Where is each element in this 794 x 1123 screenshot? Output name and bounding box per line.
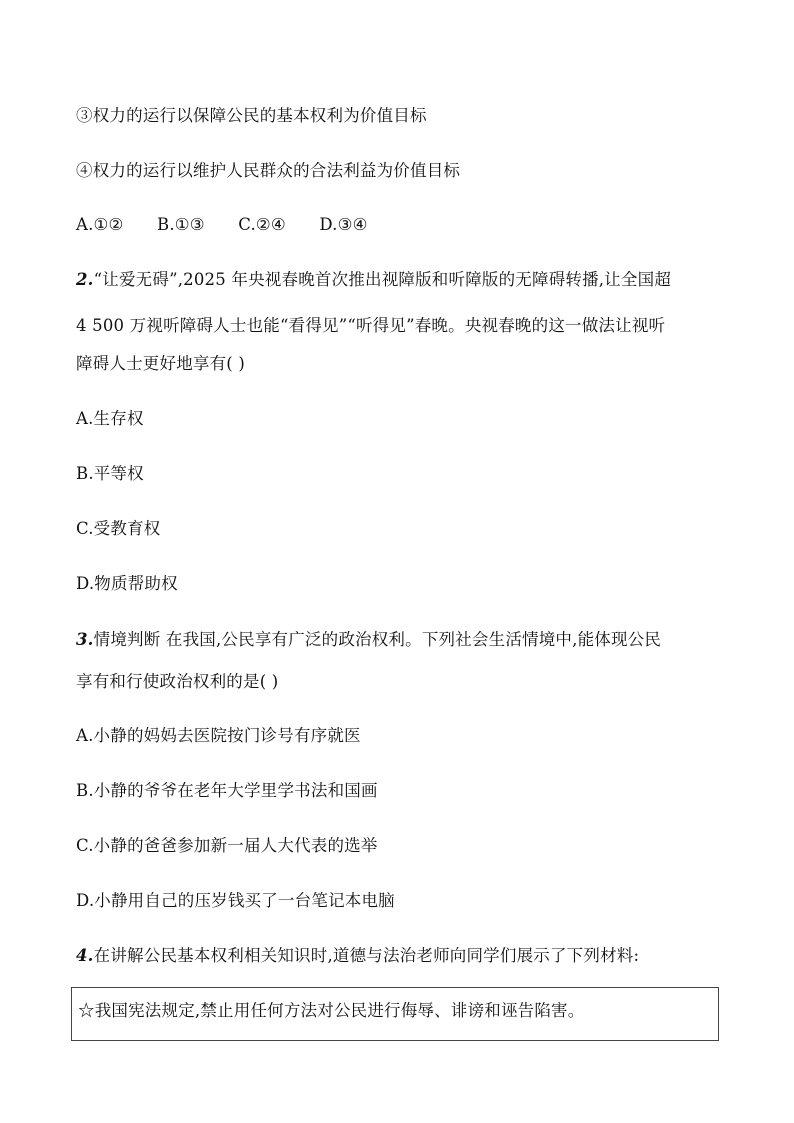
q3-option-a[interactable]: A.小静的妈妈去医院按门诊号有序就医 [76, 726, 361, 745]
q3-stem-text-1: 情境判断 在我国,公民享有广泛的政治权利。下列社会生活情境中,能体现公民 [93, 630, 662, 649]
q3-number: 3. [76, 630, 94, 649]
q3-stem-line-1 [76, 630, 661, 650]
q2-stem-line-3: 障碍人士更好地享有( ) [76, 354, 246, 373]
q1-option-a[interactable]: A.①② [76, 215, 124, 234]
q2-option-b[interactable]: B.平等权 [76, 464, 144, 483]
q1-option-b[interactable]: B.①③ [157, 215, 205, 234]
statement-3: ③权力的运行以保障公民的基本权利为价值目标 [76, 106, 427, 125]
q2-option-a[interactable]: A.生存权 [76, 409, 144, 428]
q3-option-b[interactable]: B.小静的爷爷在老年大学里学书法和国画 [76, 781, 378, 800]
q2-number: 2. [76, 270, 94, 289]
q1-option-c[interactable]: C.②④ [238, 215, 286, 234]
q4-number: 4. [76, 946, 94, 965]
q4-stem-line-1 [76, 946, 639, 966]
q2-option-d[interactable]: D.物质帮助权 [76, 574, 178, 593]
q1-options-row [76, 215, 396, 235]
q4-material-box [71, 987, 719, 1041]
q2-stem-text-1: “让爱无碍”,2025 年央视春晚首次推出视障版和听障版的无障碍转播,让全国超 [93, 270, 672, 289]
q2-stem-line-2: 4 500 万视听障碍人士也能“看得见”“听得见”春晚。央视春晚的这一做法让视听 [76, 316, 666, 335]
q4-stem-text-1: 在讲解公民基本权利相关知识时,道德与法治老师向同学们展示了下列材料: [93, 946, 640, 965]
q3-stem-line-2: 享有和行使政治权利的是( ) [76, 672, 279, 691]
q2-option-c[interactable]: C.受教育权 [76, 519, 161, 538]
q2-stem-line-1 [76, 270, 671, 290]
q1-option-d[interactable]: D.③④ [319, 215, 368, 234]
q4-material-text: ☆我国宪法规定,禁止用任何方法对公民进行侮辱、诽谤和诬告陷害。 [78, 1001, 585, 1020]
q3-option-c[interactable]: C.小静的爸爸参加新一届人大代表的选举 [76, 836, 378, 855]
statement-4: ④权力的运行以维护人民群众的合法利益为价值目标 [76, 161, 461, 180]
q3-option-d[interactable]: D.小静用自己的压岁钱买了一台笔记本电脑 [76, 891, 395, 910]
